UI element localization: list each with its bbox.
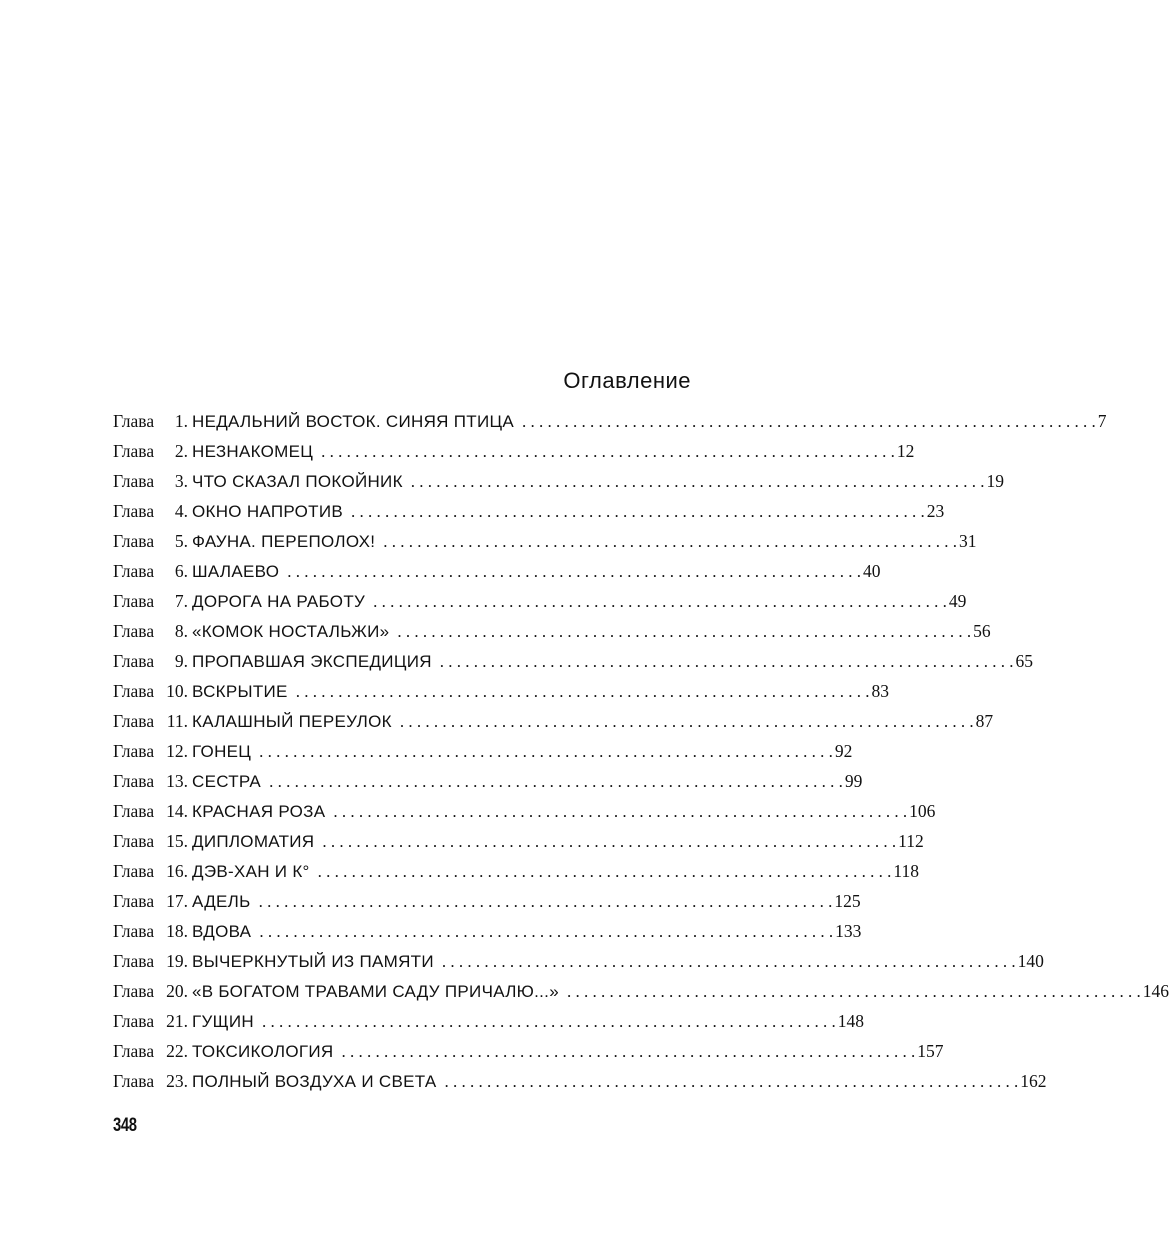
chapter-number: 15. [166,831,188,851]
chapter-title: ШАЛАЕВО [192,562,280,581]
chapter-title: КАЛАШНЫЙ ПЕРЕУЛОК [192,712,392,731]
chapter-number: 20. [166,981,188,1001]
chapter-page: 49 [948,591,967,611]
chapter-label: Глава [113,1041,155,1061]
dot-leader [389,617,971,647]
chapter-title: ТОКСИКОЛОГИЯ [192,1042,334,1061]
chapter-number: 11. [166,711,188,731]
chapter-label: Глава [113,591,155,611]
dot-leader [559,977,1141,1007]
toc-entry[interactable] [113,646,1034,676]
chapter-number: 3. [174,471,188,491]
chapter-label: Глава [113,831,155,851]
chapter-label: Глава [113,411,155,431]
dot-leader [514,407,1096,437]
chapter-label: Глава [113,771,155,791]
toc-entry[interactable] [113,556,881,586]
chapter-page: 65 [1015,651,1034,671]
chapter-number: 5. [174,531,188,551]
chapter-title: «КОМОК НОСТАЛЬЖИ» [192,622,390,641]
chapter-title: ДЭВ-ХАН И К° [192,862,310,881]
chapter-label: Глава [113,741,155,761]
chapter-title: ФАУНА. ПЕРЕПОЛОХ! [192,532,376,551]
table-of-contents [113,406,1169,1096]
dot-leader [375,527,957,557]
chapter-page: 31 [959,531,977,551]
chapter-title: ГУЩИН [192,1012,254,1031]
toc-entry[interactable] [113,736,853,766]
chapter-page: 83 [871,681,889,701]
chapter-label: Глава [113,561,155,581]
chapter-label: Глава [113,1011,155,1031]
chapter-number: 1. [174,411,188,431]
dot-leader [365,587,947,617]
chapter-title: НЕДАЛЬНИЙ ВОСТОК. СИНЯЯ ПТИЦА [192,412,514,431]
chapter-label: Глава [113,801,155,821]
chapter-number: 8. [174,621,188,641]
toc-entry[interactable] [113,436,915,466]
dot-leader [437,1067,1019,1097]
chapter-title: ДИПЛОМАТИЯ [192,832,315,851]
chapter-page: 125 [834,891,861,911]
chapter-number: 7. [174,591,188,611]
chapter-number: 10. [166,681,188,701]
toc-entry[interactable] [113,676,889,706]
chapter-page: 162 [1020,1071,1047,1091]
chapter-label: Глава [113,531,155,551]
chapter-page: 87 [975,711,994,731]
chapter-page: 106 [909,801,936,821]
toc-entry[interactable] [113,406,1107,436]
chapter-page: 56 [973,621,991,641]
chapter-number: 22. [166,1041,188,1061]
chapter-title: ПОЛНЫЙ ВОЗДУХА И СВЕТА [192,1072,437,1091]
chapter-number: 14. [166,801,188,821]
toc-entry[interactable] [113,496,945,526]
chapter-number: 18. [166,921,188,941]
chapter-page: 146 [1142,981,1169,1001]
chapter-page: 92 [834,741,853,761]
dot-leader [313,437,895,467]
toc-entry[interactable] [113,976,1169,1006]
dot-leader [254,1007,836,1037]
chapter-label: Глава [113,681,155,701]
chapter-number: 23. [166,1071,188,1091]
chapter-page: 99 [844,771,863,791]
chapter-page: 7 [1097,411,1107,431]
chapter-label: Глава [113,951,155,971]
toc-entry[interactable] [113,916,862,946]
chapter-number: 17. [166,891,188,911]
chapter-title: ЧТО СКАЗАЛ ПОКОЙНИК [192,472,403,491]
chapter-number: 21. [166,1011,188,1031]
chapter-page: 23 [926,501,945,521]
chapter-number: 13. [166,771,188,791]
dot-leader [251,887,833,917]
toc-entry[interactable] [113,1006,864,1036]
chapter-title: ПРОПАВШАЯ ЭКСПЕДИЦИЯ [192,652,432,671]
toc-entry[interactable] [113,706,994,736]
dot-leader [343,497,925,527]
toc-entry[interactable] [113,766,863,796]
chapter-number: 6. [174,561,188,581]
chapter-title: ВЫЧЕРКНУТЫЙ ИЗ ПАМЯТИ [192,952,434,971]
toc-entry[interactable] [113,526,977,556]
chapter-label: Глава [113,471,155,491]
dot-leader [392,707,974,737]
chapter-number: 19. [166,951,188,971]
chapter-page: 157 [917,1041,944,1061]
chapter-page: 112 [898,831,924,851]
chapter-label: Глава [113,711,155,731]
toc-entry[interactable] [113,466,1005,496]
chapter-page: 40 [862,561,881,581]
chapter-number: 2. [174,441,188,461]
chapter-page: 12 [896,441,915,461]
chapter-number: 16. [166,861,188,881]
chapter-label: Глава [113,441,155,461]
chapter-page: 118 [893,861,920,881]
chapter-title: ОКНО НАПРОТИВ [192,502,344,521]
chapter-number: 9. [174,651,188,671]
chapter-title: «В БОГАТОМ ТРАВАМИ САДУ ПРИЧАЛЮ...» [192,982,559,1001]
dot-leader [288,677,870,707]
toc-entry[interactable] [113,856,920,886]
chapter-title: ВДОВА [192,922,252,941]
dot-leader [279,557,861,587]
chapter-title: ВСКРЫТИЕ [192,682,288,701]
toc-entry[interactable] [113,796,936,826]
chapter-title: ДОРОГА НА РАБОТУ [192,592,366,611]
chapter-page: 140 [1017,951,1044,971]
chapter-label: Глава [113,891,155,911]
chapter-title: АДЕЛЬ [192,892,251,911]
chapter-title: СЕСТРА [192,772,262,791]
dot-leader [261,767,843,797]
dot-leader [251,737,833,767]
chapter-label: Глава [113,621,155,641]
toc-entry[interactable] [113,826,924,856]
chapter-page: 133 [835,921,862,941]
chapter-label: Глава [113,651,155,671]
toc-heading: Оглавление [563,368,691,393]
toc-entry[interactable] [113,1036,944,1066]
toc-entry[interactable] [113,886,861,916]
chapter-number: 4. [174,501,188,521]
dot-leader [432,647,1014,677]
chapter-number: 12. [166,741,188,761]
dot-leader [314,827,896,857]
chapter-page: 19 [986,471,1005,491]
dot-leader [403,467,985,497]
toc-entry[interactable] [113,946,1044,976]
chapter-label: Глава [113,921,155,941]
chapter-title: ГОНЕЦ [192,742,252,761]
chapter-page: 148 [837,1011,864,1031]
dot-leader [310,857,892,887]
toc-entry[interactable] [113,616,991,646]
page-number: 348 [113,1115,137,1136]
toc-entry[interactable] [113,1066,1047,1096]
chapter-label: Глава [113,981,155,1001]
dot-leader [333,1037,915,1067]
toc-entry[interactable] [113,586,967,616]
dot-leader [325,797,907,827]
chapter-label: Глава [113,861,155,881]
chapter-label: Глава [113,501,155,521]
chapter-title: КРАСНАЯ РОЗА [192,802,326,821]
dot-leader [434,947,1016,977]
dot-leader [251,917,833,947]
chapter-label: Глава [113,1071,155,1091]
chapter-title: НЕЗНАКОМЕЦ [192,442,314,461]
